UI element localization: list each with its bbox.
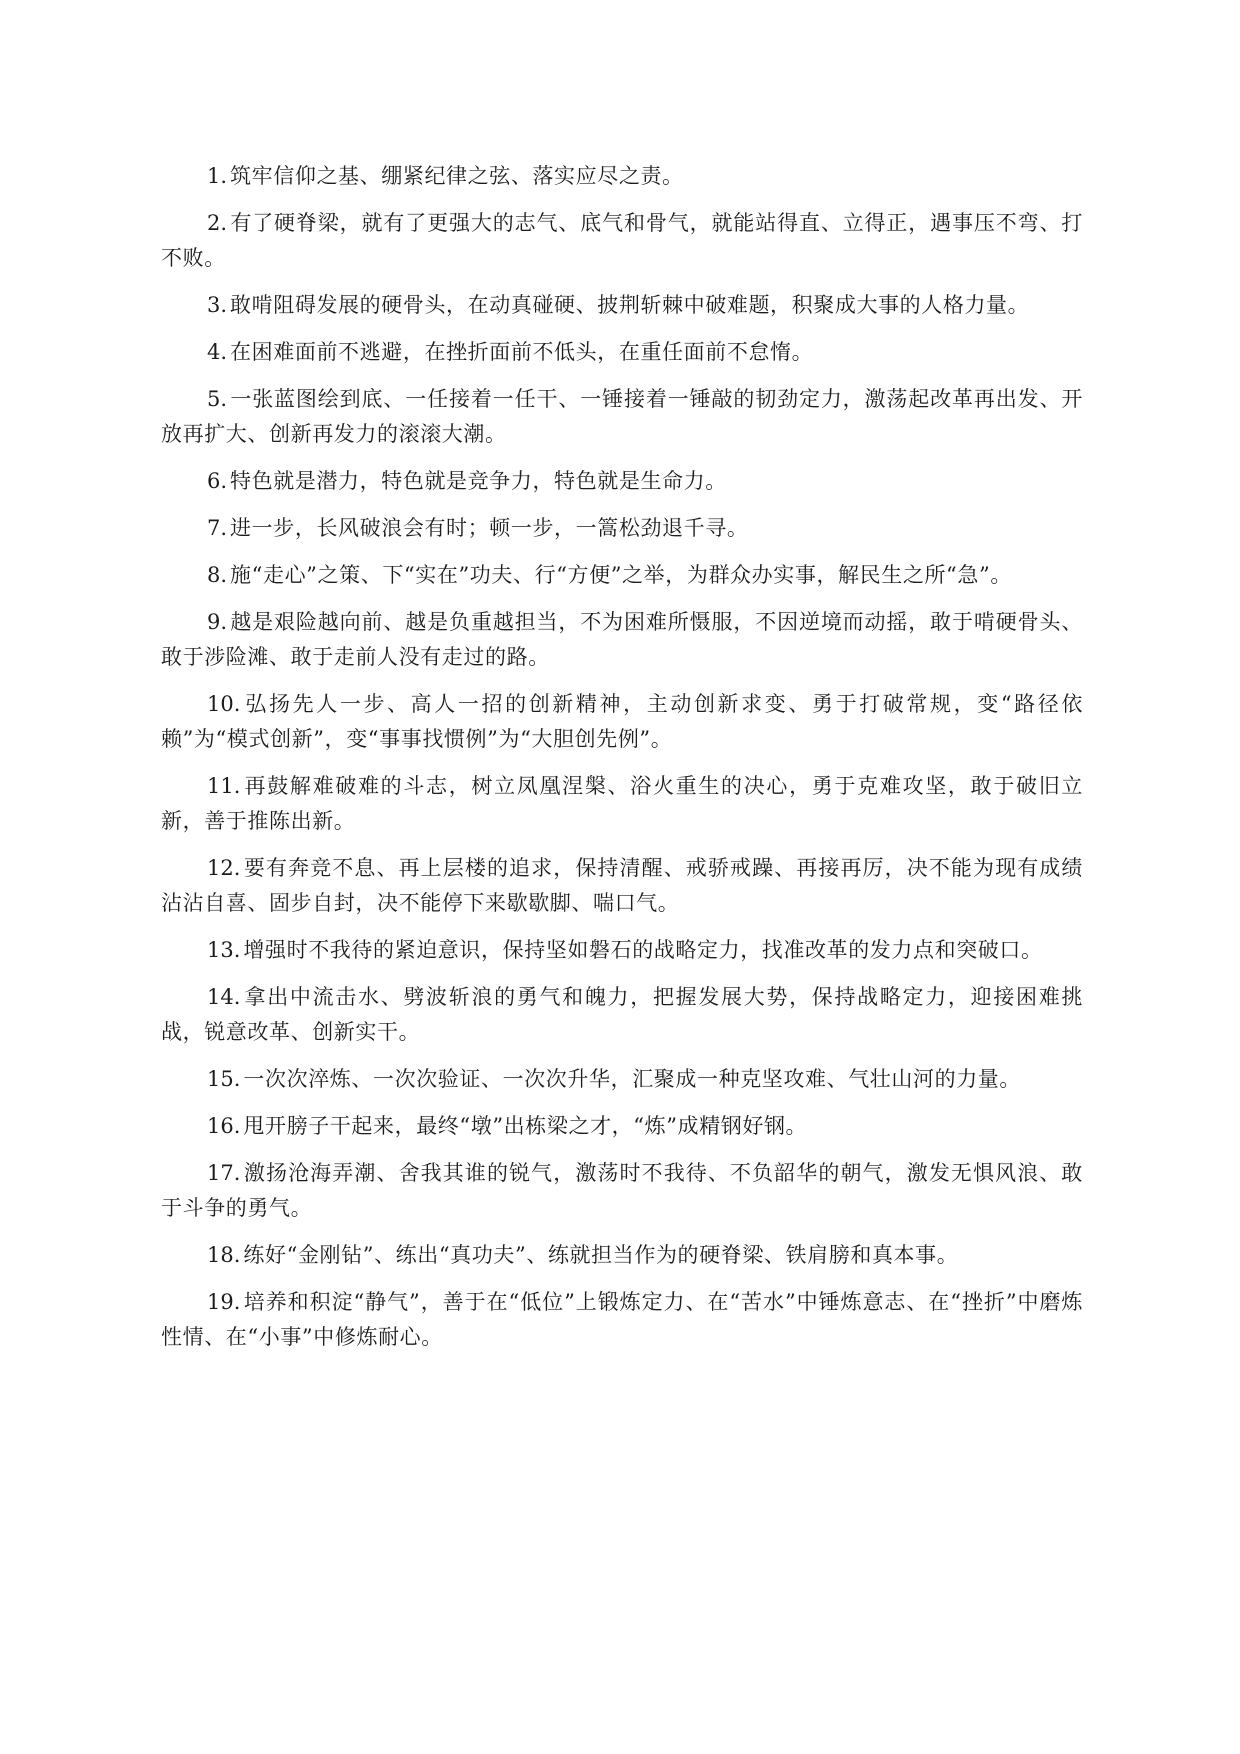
- item-text: 筑牢信仰之基、绷紧纪律之弦、落实应尽之责。: [230, 164, 684, 188]
- item-number: 3.: [207, 293, 228, 317]
- list-item: [161, 933, 1083, 968]
- list-item: [161, 1285, 1083, 1355]
- item-number: 10.: [207, 692, 241, 716]
- list-item: [161, 851, 1083, 921]
- list-item: [161, 1062, 1083, 1097]
- list-item: [161, 769, 1083, 839]
- list-item: [161, 687, 1083, 757]
- item-number: 5.: [207, 387, 228, 411]
- list-item: [161, 1156, 1083, 1226]
- item-number: 9.: [207, 610, 228, 634]
- list-item: [161, 382, 1083, 452]
- list-item: [161, 335, 1083, 370]
- item-text: 培养和积淀“静气”，善于在“低位”上锻炼定力、在“苦水”中锤炼意志、在“挫折”中磨炼性情、在“小事”中修炼耐心。: [161, 1290, 1083, 1349]
- item-text: 进一步，长风破浪会有时；顿一步，一篙松劲退千寻。: [230, 516, 749, 540]
- list-item: [161, 1238, 1083, 1273]
- item-number: 16.: [207, 1114, 241, 1138]
- item-number: 19.: [207, 1290, 241, 1314]
- list-item: [161, 288, 1083, 323]
- item-text: 在困难面前不逃避，在挫折面前不低头，在重任面前不怠惰。: [230, 340, 814, 364]
- item-text: 练好“金刚钻”、练出“真功夫”、练就担当作为的硬脊梁、铁肩膀和真本事。: [243, 1243, 959, 1267]
- item-number: 6.: [207, 469, 228, 493]
- item-text: 再鼓解难破难的斗志，树立凤凰涅槃、浴火重生的决心，勇于克难攻坚，敢于破旧立新，善于推陈出新。: [161, 774, 1083, 833]
- item-number: 4.: [207, 340, 228, 364]
- item-text: 一次次淬炼、一次次验证、一次次升华，汇聚成一种克坚攻难、气壮山河的力量。: [243, 1067, 1022, 1091]
- list-item: [161, 206, 1083, 276]
- item-number: 13.: [207, 938, 241, 962]
- item-text: 增强时不我待的紧迫意识，保持坚如磐石的战略定力，找准改革的发力点和突破口。: [243, 938, 1043, 962]
- list-item: [161, 558, 1083, 593]
- document-page: [161, 159, 1083, 1367]
- item-number: 11.: [207, 774, 241, 798]
- item-text: 拿出中流击水、劈波斩浪的勇气和魄力，把握发展大势，保持战略定力，迎接困难挑战，锐意改革、创新实干。: [161, 985, 1083, 1044]
- item-text: 施“走心”之策、下“实在”功夫、行“方便”之举，为群众办实事，解民生之所“急”。: [230, 563, 1012, 587]
- item-number: 15.: [207, 1067, 241, 1091]
- item-text: 越是艰险越向前、越是负重越担当，不为困难所慑服，不因逆境而动摇，敢于啃硬骨头、敢于涉险滩、敢于走前人没有走过的路。: [161, 610, 1083, 669]
- item-text: 一张蓝图绘到底、一任接着一任干、一锤接着一锤敲的韧劲定力，激荡起改革再出发、开放再扩大、创新再发力的滚滚大潮。: [161, 387, 1083, 446]
- item-text: 敢啃阻碍发展的硬骨头，在动真碰硬、披荆斩棘中破难题，积聚成大事的人格力量。: [230, 293, 1030, 317]
- list-item: [161, 464, 1083, 499]
- list-item: [161, 159, 1083, 194]
- item-number: 14.: [207, 985, 241, 1009]
- item-text: 特色就是潜力，特色就是竞争力，特色就是生命力。: [230, 469, 727, 493]
- list-item: [161, 605, 1083, 675]
- item-text: 要有奔竞不息、再上层楼的追求，保持清醒、戒骄戒躁、再接再厉，决不能为现有成绩沾沾自喜、固步自封，决不能停下来歇歇脚、喘口气。: [161, 856, 1083, 915]
- item-number: 1.: [207, 164, 228, 188]
- list-item: [161, 511, 1083, 546]
- list-item: [161, 1109, 1083, 1144]
- item-number: 18.: [207, 1243, 241, 1267]
- item-text: 激扬沧海弄潮、舍我其谁的锐气，激荡时不我待、不负韶华的朝气，激发无惧风浪、敢于斗争的勇气。: [161, 1161, 1083, 1220]
- item-text: 甩开膀子干起来，最终“墩”出栋梁之才，“炼”成精钢好钢。: [243, 1114, 808, 1138]
- list-item: [161, 980, 1083, 1050]
- item-number: 2.: [207, 211, 228, 235]
- item-number: 12.: [207, 856, 241, 880]
- item-text: 有了硬脊梁，就有了更强大的志气、底气和骨气，就能站得直、立得正，遇事压不弯、打不败。: [161, 211, 1083, 270]
- item-number: 8.: [207, 563, 228, 587]
- item-number: 17.: [207, 1161, 241, 1185]
- item-number: 7.: [207, 516, 228, 540]
- item-text: 弘扬先人一步、高人一招的创新精神，主动创新求变、勇于打破常规，变“路径依赖”为“模式创新”，变“事事找惯例”为“大胆创先例”。: [161, 692, 1083, 751]
